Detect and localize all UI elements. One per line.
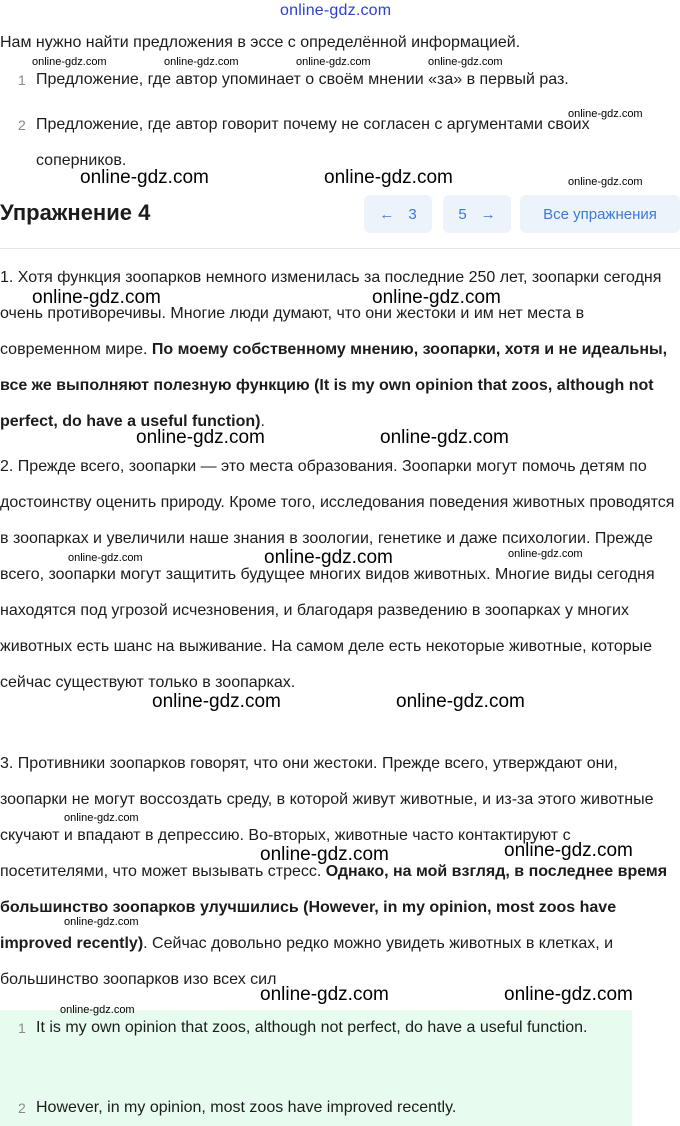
site-watermark: online-gdz.com bbox=[32, 56, 107, 68]
site-watermark: online-gdz.com bbox=[324, 167, 453, 188]
task-item-text: Предложение, где автор упоминает о своём мнении «за» в первый раз. bbox=[36, 71, 569, 88]
site-watermark: online-gdz.com bbox=[60, 1004, 135, 1016]
site-watermark: online-gdz.com bbox=[260, 844, 389, 865]
next-exercise-button[interactable] bbox=[443, 195, 511, 233]
all-exercises-label: Все упражнения bbox=[543, 205, 657, 223]
site-watermark: online-gdz.com bbox=[504, 984, 633, 1005]
arrow-right-icon: → bbox=[480, 205, 496, 223]
task-intro: Нам нужно найти предложения в эссе с определённой информацией. bbox=[0, 34, 521, 51]
task-item-number: 2 bbox=[18, 117, 26, 133]
site-watermark: online-gdz.com bbox=[380, 427, 509, 448]
essay-p3-text: 3. Противники зоопарков говорят, что они жестоки. Прежде всего, утверждают они, зоопарки не могут воссоздать среду, в которой живут животные, и из-за этого животные скучают и впадают в депрессию. Во-вторых, животные часто контактируют с посетителями, что может вызывать стресс. bbox=[0, 755, 654, 880]
site-watermark: online-gdz.com bbox=[504, 840, 633, 861]
site-watermark: online-gdz.com bbox=[136, 427, 265, 448]
site-watermark: online-gdz.com bbox=[296, 56, 371, 68]
site-watermark: online-gdz.com bbox=[64, 812, 139, 824]
answer-number: 1 bbox=[18, 1020, 26, 1036]
site-watermark: online-gdz.com bbox=[64, 916, 139, 928]
site-watermark: online-gdz.com bbox=[80, 167, 209, 188]
essay-p1-text: 1. Хотя функция зоопарков немного изменилась за последние 250 лет, зоопарки сегодня очень противоречивы. Многие люди думают, что они жестоки и им нет места в современном мире. bbox=[0, 269, 662, 358]
site-watermark: online-gdz.com bbox=[32, 287, 161, 308]
essay-paragraph-3 bbox=[0, 746, 680, 998]
site-watermark: online-gdz.com bbox=[372, 287, 501, 308]
exercise-title: Упражнение 4 bbox=[0, 200, 151, 225]
answer-text: It is my own opinion that zoos, although not perfect, do have a useful function. bbox=[36, 1019, 588, 1036]
essay-p1-highlight: По моему собственному мнению, зоопарки, хотя и не идеальны, все же выполняют полезную функцию (It is my own opinion that zoos, although not perfect, do have a useful function) bbox=[0, 341, 668, 430]
site-watermark: online-gdz.com bbox=[568, 108, 643, 120]
all-exercises-button[interactable] bbox=[520, 195, 680, 233]
site-watermark: online-gdz.com bbox=[568, 176, 643, 188]
header-divider bbox=[0, 248, 680, 249]
essay-paragraph-2 bbox=[0, 449, 680, 701]
site-watermark: online-gdz.com bbox=[264, 547, 393, 568]
task-item-text: Предложение, где автор говорит почему не согласен с аргументами своих соперников. bbox=[36, 116, 590, 169]
answer-text: However, in my opinion, most zoos have improved recently. bbox=[36, 1099, 457, 1116]
site-watermark: online-gdz.com bbox=[428, 56, 503, 68]
site-watermark: online-gdz.com bbox=[164, 56, 239, 68]
site-watermark-header: online-gdz.com bbox=[280, 2, 392, 19]
site-watermark: online-gdz.com bbox=[68, 552, 143, 564]
essay-p2-text: 2. Прежде всего, зоопарки — это места образования. Зоопарки могут помочь детям по достоинству оценить природу. Кроме того, исследования поведения животных проводятся в зоопарках и увеличили наше знания в зоологии, генетике и даже психологии. Прежде всего, зоопарки могут защитить будущее многих видов животных. Многие виды сегодня находятся под угрозой исчезновения, и благодаря разведению в зоопарках у многих животных есть шанс на выживание. На самом деле есть некоторые животные, которые сейчас существуют только в зоопарках. bbox=[0, 458, 675, 691]
task-item-number: 1 bbox=[18, 72, 26, 88]
essay-p3-continued: . Сейчас довольно редко можно увидеть животных в клетках, и большинство зоопарков изо всех сил bbox=[0, 935, 614, 988]
essay-p1-end: . bbox=[260, 413, 265, 430]
site-watermark: online-gdz.com bbox=[260, 984, 389, 1005]
prev-exercise-label: 3 bbox=[408, 205, 417, 223]
site-watermark: online-gdz.com bbox=[152, 691, 281, 712]
answers-box bbox=[0, 1010, 632, 1126]
site-watermark: online-gdz.com bbox=[508, 548, 583, 560]
site-watermark: online-gdz.com bbox=[396, 691, 525, 712]
next-exercise-label: 5 bbox=[458, 205, 467, 223]
essay-p3-highlight: Однако, на мой взгляд, в последнее время большинство зоопарков улучшились (However, in my opinion, most zoos have improved recently) bbox=[0, 863, 668, 952]
arrow-left-icon: ← bbox=[379, 205, 395, 223]
answer-number: 2 bbox=[18, 1100, 26, 1116]
prev-exercise-button[interactable] bbox=[364, 195, 432, 233]
